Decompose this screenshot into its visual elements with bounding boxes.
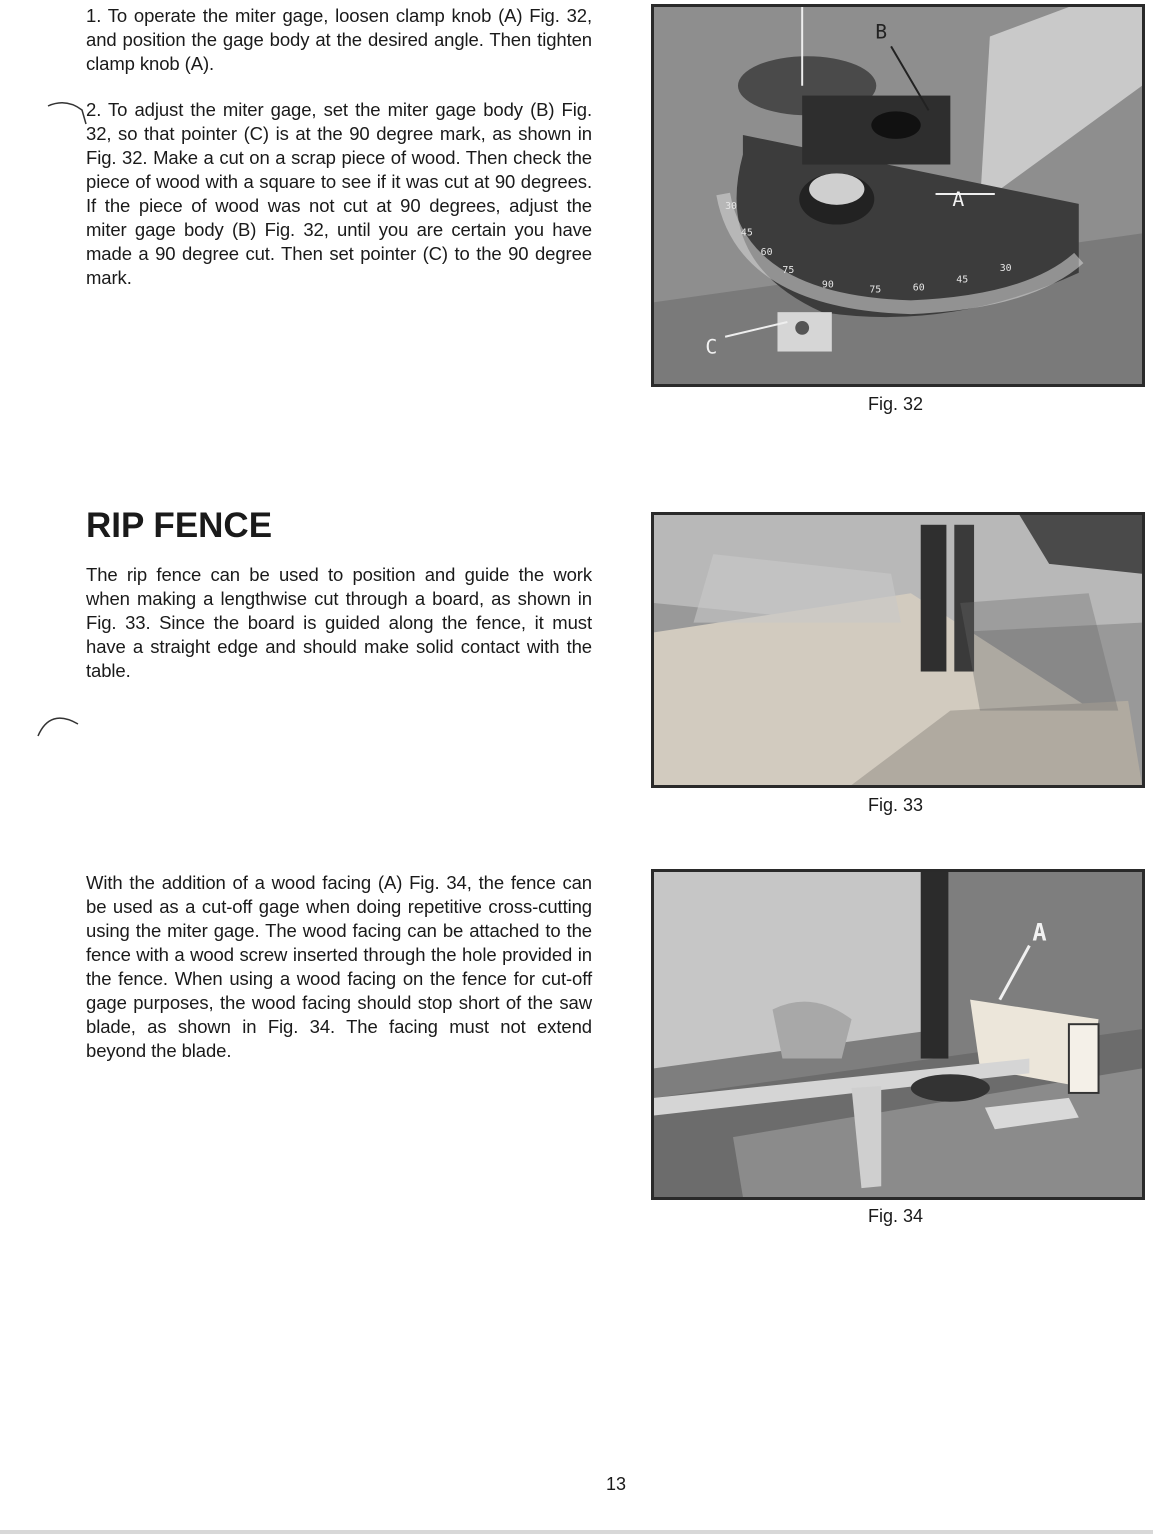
rip-fence-heading: RIP FENCE: [86, 506, 273, 545]
fig-32-label-a: A: [952, 187, 965, 211]
fig-32-photo: [651, 4, 1145, 387]
step-2-text: 2. To adjust the miter gage, set the miter gage body (B) Fig. 32, so that pointer (C) is at the 90 degree mark, as shown in Fig. 32. Make a cut on a scrap piece of wood. Then check the piece of wood with a square to see if it was cut at 90 degrees. If the piece of wood was not cut at 90 degrees, adjust the miter gage body (B) Fig. 32, until you are certain you have made a 90 degree cut. Then set pointer (C) to the 90 degree mark.: [86, 99, 592, 288]
fig-32-scale-mark: 75: [782, 264, 795, 276]
rip-fence-paragraph-2: With the addition of a wood facing (A) Fig. 34, the fence can be used as a cut-off gage when doing repetitive cross-cutting using the miter gage. The wood facing can be attached to the fence with a wood screw inserted through the hole provided in the fence. When using a wood facing on the fence for cut-off gage purposes, the wood facing should stop short of the saw blade, as shown in Fig. 34. The facing must not extend beyond the blade.: [86, 872, 592, 1061]
rip-fence-paragraph-1: The rip fence can be used to position and guide the work when making a lengthwise cut through a board, as shown in Fig. 33. Since the board is guided along the fence, it must have a straight edge and should make solid contact with the table.: [86, 564, 592, 681]
fig-32-scale-mark: 60: [912, 282, 925, 294]
fig-32-caption: Fig. 32: [868, 394, 924, 414]
fig-33-caption: Fig. 33: [868, 795, 924, 815]
fig-32-scale-mark: 75: [869, 284, 882, 296]
step-1-text: 1. To operate the miter gage, loosen clamp knob (A) Fig. 32, and position the gage body at the desired angle. Then tighten clamp knob (A).: [86, 5, 592, 74]
page-number: 13: [605, 1474, 627, 1494]
margin-mark-bottom: [34, 700, 84, 740]
fig-34-label-a: A: [1032, 918, 1047, 947]
fig-32-scale-mark: 45: [956, 274, 969, 286]
fig-33-photo: [651, 512, 1145, 788]
fig-32-label-c: C: [705, 335, 718, 359]
fig-32-scale-mark: 90: [821, 279, 834, 291]
fig-34-caption: Fig. 34: [868, 1206, 924, 1226]
fig-32-label-b: B: [875, 20, 888, 44]
fig-34-photo: [651, 869, 1145, 1200]
fig-32-scale-mark: 30: [999, 262, 1012, 274]
fig-32-scale-mark: 60: [760, 247, 773, 259]
fig-32-scale-mark: 30: [725, 200, 738, 212]
fig-32-scale-mark: 45: [740, 227, 753, 239]
page-bottom-rule: [0, 1530, 1153, 1534]
